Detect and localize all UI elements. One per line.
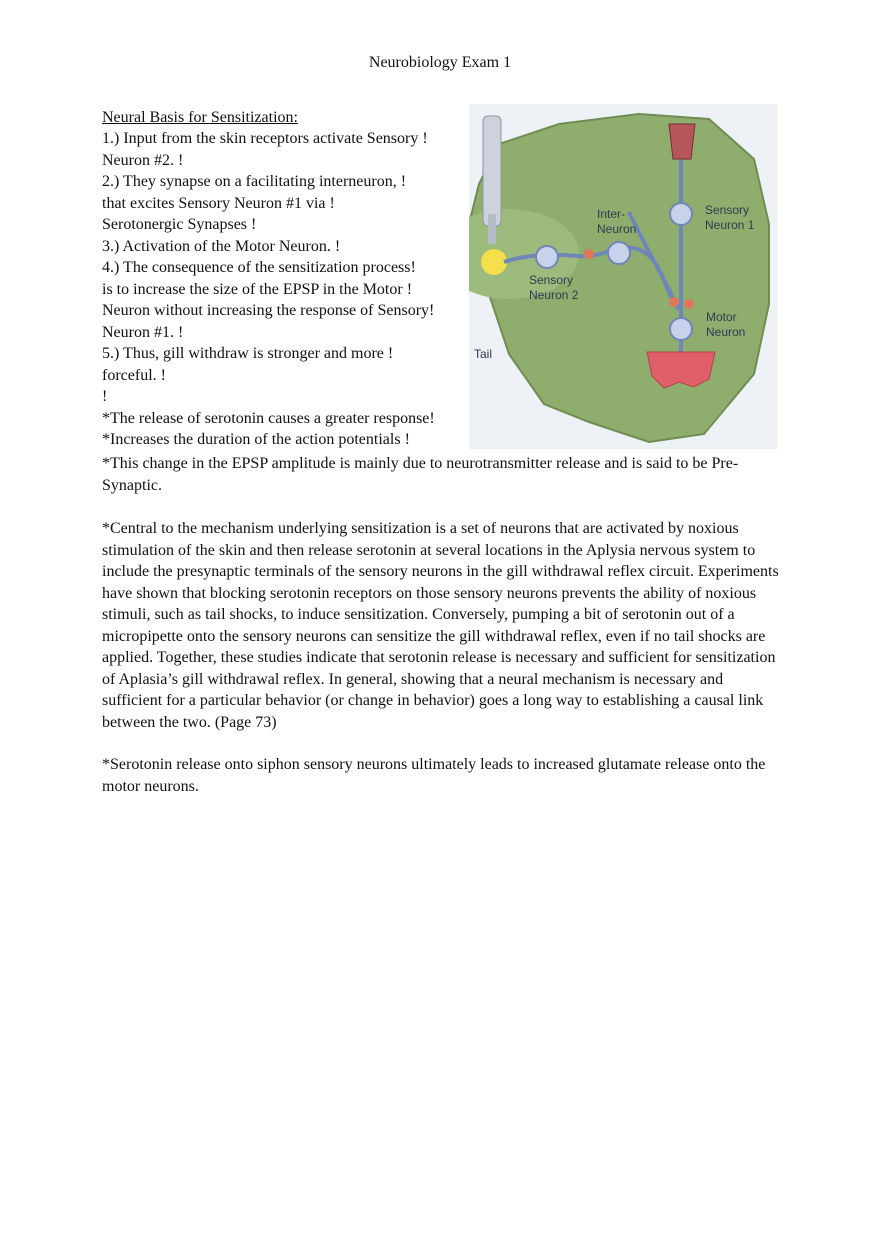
text-line: is to increase the size of the EPSP in the Motor ! [102, 281, 413, 298]
text-line: 3.) Activation of the Motor Neuron. ! [102, 238, 341, 255]
serotonin-paragraph: *Serotonin release onto siphon sensory neurons ultimately leads to increased glutamate release onto the motor neurons. [102, 756, 766, 795]
text-line: Serotonergic Synapses ! [102, 216, 257, 233]
section-heading: Neural Basis for Sensitization: [102, 109, 298, 126]
text-line: *The release of serotonin causes a greater response! [102, 410, 435, 427]
label-sensory-1-2: Neuron 1 [705, 218, 755, 232]
sensory-neuron-1-cell [670, 203, 692, 225]
text-line: 1.) Input from the skin receptors activate Sensory ! [102, 130, 428, 147]
label-sensory-2-1: Sensory [529, 273, 574, 287]
text-line: ! [102, 388, 108, 405]
label-interneuron-2: Neuron [597, 222, 637, 236]
stimulus-flash [481, 249, 507, 275]
text-line: 4.) The consequence of the sensitization process! [102, 259, 416, 276]
text-line: 2.) They synapse on a facilitating interneuron, ! [102, 173, 407, 190]
label-motor-1: Motor [706, 310, 737, 324]
synapse-marker [684, 299, 694, 309]
text-line: *Increases the duration of the action potentials ! [102, 431, 410, 448]
central-paragraph: *Central to the mechanism underlying sensitization is a set of neurons that are activated by noxious stimulation of the skin and then release serotonin at several locations in the Aplysia nervous system to include the presynaptic terminals of the sensory neurons in the gill withdrawal reflex circuit. Experiments have shown that blocking serotonin receptors on those sensory neurons prevents the ability of noxious stimuli, such as tail shocks, to induce sensitization. Conversely, pumping a bit of serotonin out of a micropipette onto the sensory neurons can sensitize the gill withdrawal reflex, even if no tail shocks are applied. Together, these studies indicate that serotonin release is necessary and sufficient for sensitization of Aplasia’s gill withdrawal reflex. In general, showing that a neural mechanism is necessary and sufficient for a particular behavior (or change in behavior) goes a long way to establishing a causal link between the two. (Page 73) [102, 520, 779, 731]
sensory-neuron-2-cell [536, 246, 558, 268]
synapse-marker [584, 249, 594, 259]
siphon-receptor [669, 124, 695, 159]
sensitization-circuit-diagram [469, 104, 777, 449]
label-tail: Tail [474, 347, 493, 361]
epsp-note: *This change in the EPSP amplitude is mainly due to neurotransmitter release and is said to be Pre-Synaptic. [102, 455, 739, 494]
page-title: Neurobiology Exam 1 [368, 54, 512, 71]
text-line: that excites Sensory Neuron #1 via ! [102, 195, 335, 212]
text-line: Neuron #2. ! [102, 152, 184, 169]
label-interneuron-1: Inter- [597, 207, 626, 221]
label-motor-2: Neuron [706, 325, 746, 339]
text-line: Neuron without increasing the response of Sensory! [102, 302, 435, 319]
interneuron-cell [608, 242, 630, 264]
synapse-marker [669, 297, 679, 307]
label-sensory-1-1: Sensory [705, 203, 750, 217]
text-line: 5.) Thus, gill withdraw is stronger and more ! [102, 345, 394, 362]
label-sensory-2-2: Neuron 2 [529, 288, 579, 302]
text-line: Neuron #1. ! [102, 324, 184, 341]
motor-neuron-cell [670, 318, 692, 340]
text-line: forceful. ! [102, 367, 166, 384]
